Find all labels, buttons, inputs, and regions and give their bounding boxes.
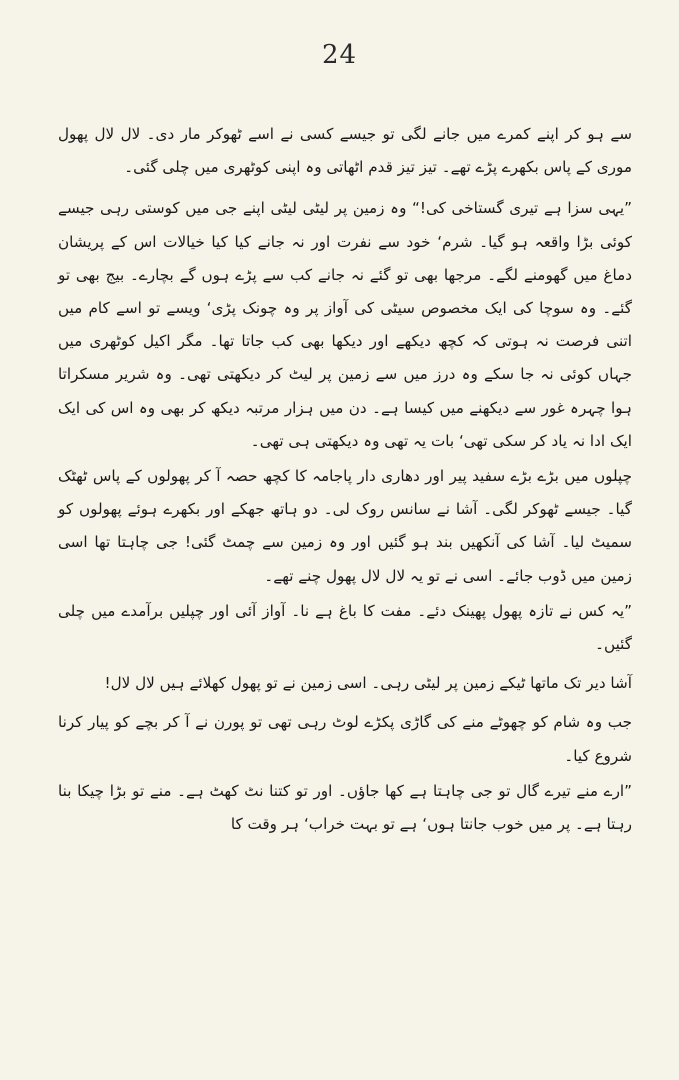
paragraph: جب وہ شام کو چھوٹے منے کی گاڑی پکڑے لوٹ رہی تھی تو پورن نے آ کر بچے کو پیار کرنا شروع کیا۔ (58, 713, 632, 765)
paragraph: آشا دیر تک ماتھا ٹیکے زمین پر لیٹی رہی۔ اسی زمین نے تو پھول کھلائے ہیں لال لال! (104, 674, 632, 693)
paragraph: ”یہی سزا ہے تیری گستاخی کی!“ وہ زمین پر لیٹی لیٹی اپنے جی میں کوستی رہی جیسے کوئی بڑا واقعہ ہو گیا۔ شرم‘ خود سے نفرت اور نہ جانے کیا کیا خیالات اس کے پریشان دماغ میں گھومنے لگے۔ مرجھا بھی تو گئے نہ جانے کب سے پڑے ہوں گے بچارے۔ بیج بھی تو گئے۔ وہ سوچا کی ایک مخصوص سیٹی کی آواز پر وہ چونک پڑی‘ ویسے تو اسے کام میں اتنی فرصت نہ ہوتی کہ کچھ دیکھے اور دیکھا بھی کب جاتا تھا۔ مگر اکیل کوٹھری میں جہاں کوئی نہ جا سکے وہ درز میں سے زمین پر لیٹ کر دیکھتی تھی۔ وہ شریر مسکراتا ہوا چہرہ غور سے دیکھنے میں کیسا ہے۔ دن میں ہزار مرتبہ دیکھ کر بھی وہ اس کی ایک ایک ادا نہ یاد کر سکی تھی‘ بات یہ تھی وہ دیکھتی ہی تھی۔ (58, 199, 632, 450)
page-number: 24 (321, 40, 358, 70)
body-text (58, 118, 632, 841)
paragraph: ”یہ کس نے تازہ پھول پھینک دئے۔ مفت کا باغ ہے نا۔ آواز آئی اور چپلیں برآمدے میں چلی گئیں۔ (58, 601, 632, 654)
paragraph: ”ارے منے تیرے گال تو جی چاہتا ہے کھا جاؤں۔ اور تو کتنا نٹ کھٹ ہے۔ منے تو بڑا چیکا بنا رہتا ہے۔ پر میں خوب جانتا ہوں‘ ہے تو بہت خراب‘ ہر وقت کا (58, 781, 632, 834)
paragraph: سے ہو کر اپنے کمرے میں جانے لگی تو جیسے کسی نے اسے ٹھوکر مار دی۔ لال لال پھول موری کے پاس بکھرے پڑے تھے۔ تیز تیز قدم اٹھاتی وہ اپنی کوٹھری میں چلی گئی۔ (58, 125, 632, 177)
paragraph: چپلوں میں بڑے بڑے سفید پیر اور دھاری دار پاجامہ کا کچھ حصہ آ کر پھولوں کے پاس ٹھٹک گیا۔ جیسے ٹھوکر لگی۔ آشا نے سانس روک لی۔ دو ہاتھ جھکے اور بکھرے ہوئے پھولوں کو سمیٹ لیا۔ آشا کی آنکھیں بند ہو گئیں اور وہ زمین سے چمٹ گئی! جی چاہتا تھا اسی زمین میں ڈوب جائے۔ اسی نے تو یہ لال لال پھول چنے تھے۔ (58, 467, 632, 585)
